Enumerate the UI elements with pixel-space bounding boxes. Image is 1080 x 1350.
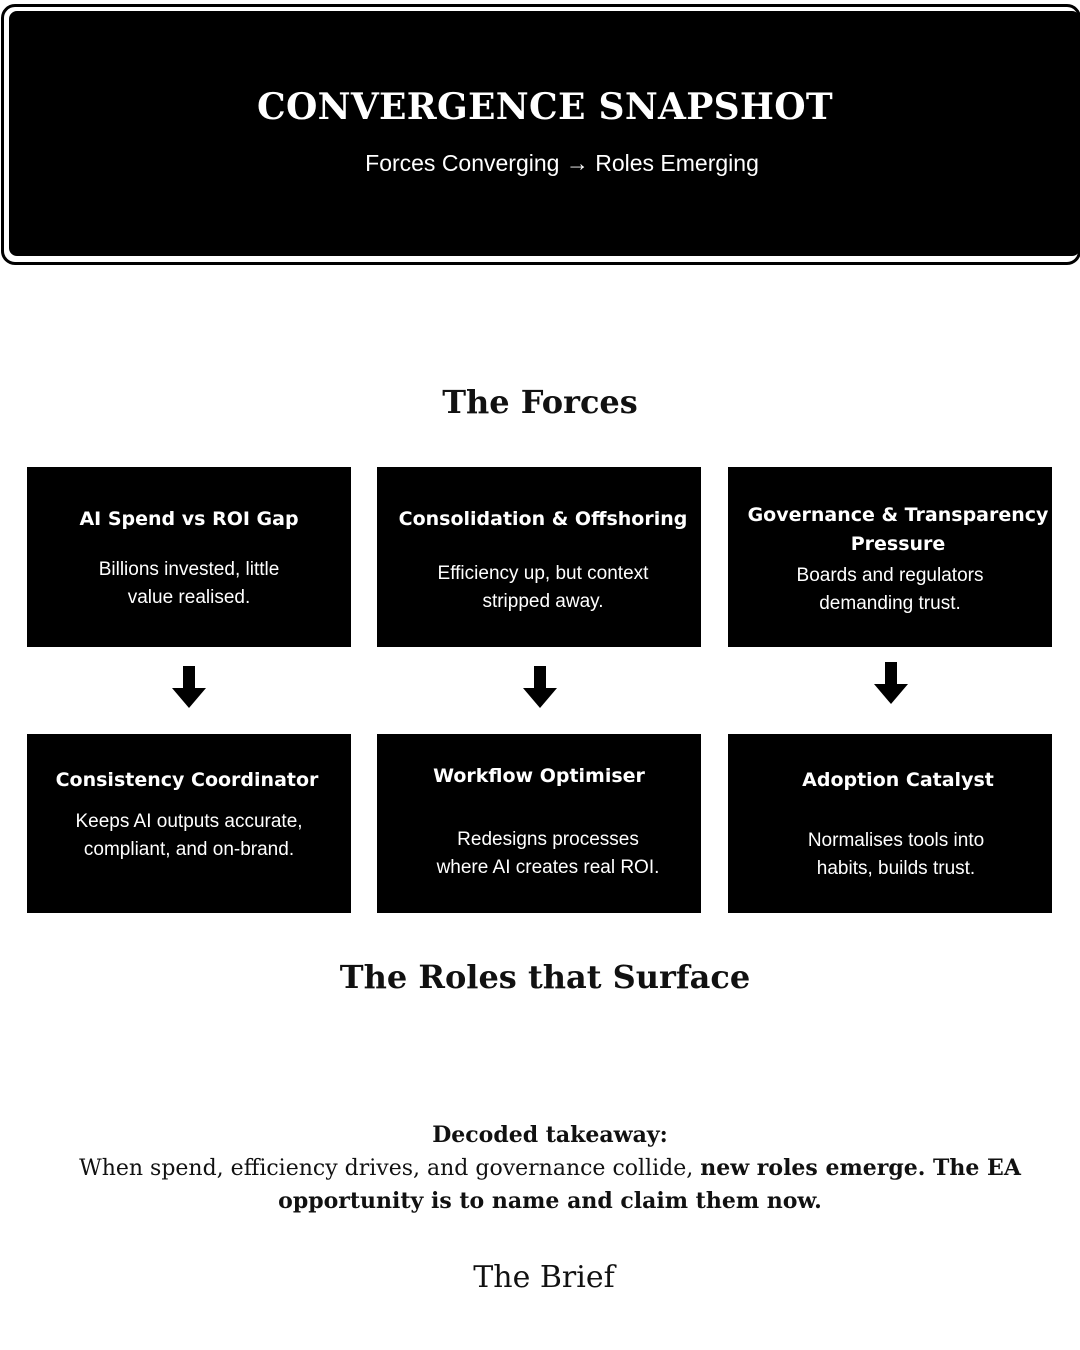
force-desc-line: Boards and regulators bbox=[796, 565, 984, 586]
role-desc-line: habits, builds trust. bbox=[816, 858, 976, 879]
role-desc-line: Redesigns processes bbox=[457, 829, 639, 850]
role-card-workflow bbox=[377, 734, 701, 913]
force-title: Governance & Transparency bbox=[747, 504, 1049, 526]
force-desc-line: stripped away. bbox=[482, 591, 604, 612]
role-title: Workflow Optimiser bbox=[433, 765, 645, 787]
force-title: AI Spend vs ROI Gap bbox=[79, 508, 299, 530]
takeaway-emphasis: new roles emerge. The EA opportunity is to name and claim them now. bbox=[278, 1155, 1021, 1214]
force-desc-line: value realised. bbox=[127, 587, 251, 608]
force-card-consolidation bbox=[377, 467, 701, 647]
roles-heading: The Roles that Surface bbox=[339, 958, 751, 996]
down-arrow-icon bbox=[874, 662, 908, 704]
takeaway bbox=[60, 1119, 1040, 1218]
force-desc-line: demanding trust. bbox=[819, 593, 961, 614]
force-title: Consolidation & Offshoring bbox=[398, 508, 688, 530]
role-desc-line: compliant, and on-brand. bbox=[83, 839, 295, 860]
role-card-adoption bbox=[728, 734, 1052, 913]
takeaway-text: When spend, efficiency drives, and governance collide, bbox=[79, 1156, 701, 1181]
force-card-governance bbox=[728, 467, 1052, 647]
header-banner bbox=[9, 11, 1080, 256]
role-desc-line: Normalises tools into bbox=[807, 830, 985, 851]
forces-heading: The Forces bbox=[442, 383, 638, 421]
role-desc-line: where AI creates real ROI. bbox=[436, 857, 660, 878]
page-subtitle: Forces Converging → Roles Emerging bbox=[365, 150, 759, 176]
role-card-consistency bbox=[27, 734, 351, 913]
brand-name: The Brief bbox=[473, 1260, 615, 1295]
force-title: Pressure bbox=[850, 533, 946, 555]
down-arrow-icon bbox=[523, 666, 557, 708]
down-arrow-icon bbox=[172, 666, 206, 708]
role-desc-line: Keeps AI outputs accurate, bbox=[75, 811, 303, 832]
role-title: Adoption Catalyst bbox=[802, 769, 994, 791]
takeaway-label: Decoded takeaway: bbox=[432, 1122, 668, 1148]
role-title: Consistency Coordinator bbox=[55, 769, 319, 791]
force-desc-line: Efficiency up, but context bbox=[437, 563, 649, 584]
force-card-ai-spend bbox=[27, 467, 351, 647]
force-desc-line: Billions invested, little bbox=[98, 559, 280, 580]
page-title: CONVERGENCE SNAPSHOT bbox=[257, 86, 833, 128]
